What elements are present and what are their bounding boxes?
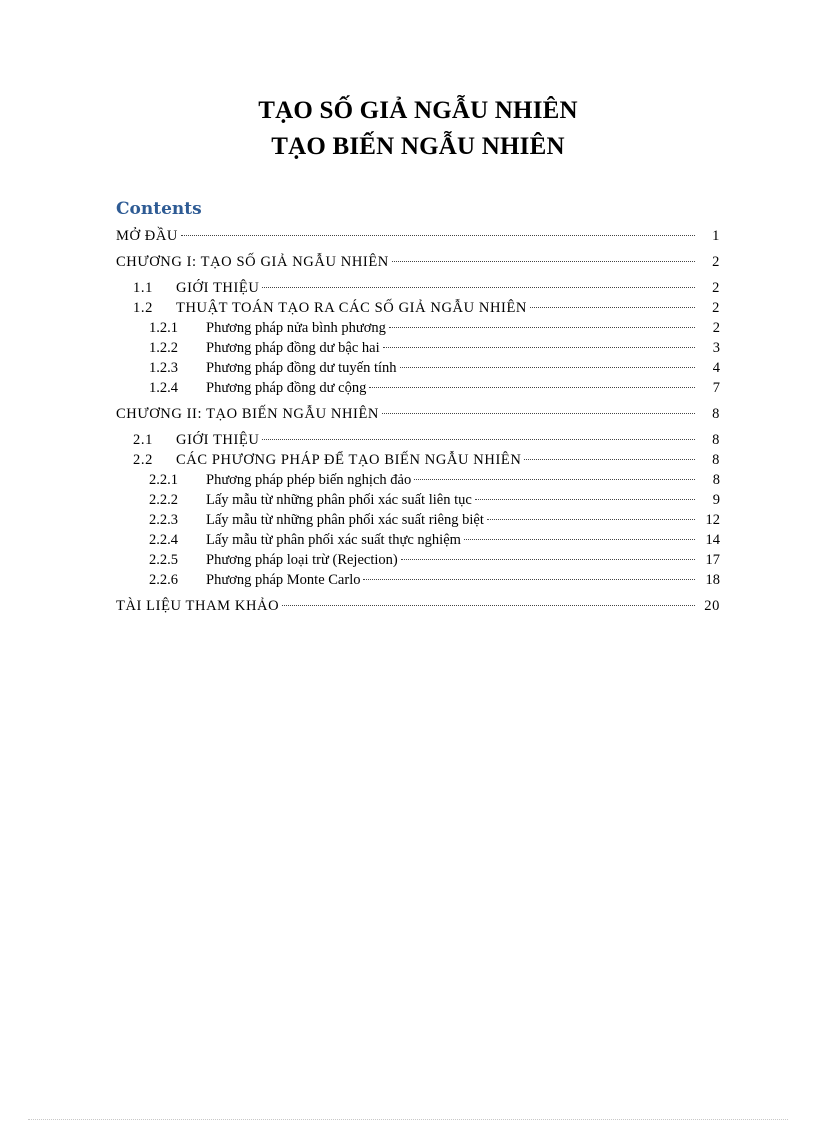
- toc-entry-number: 2.1: [133, 432, 153, 448]
- toc-entry-label: GIỚI THIỆU: [176, 432, 260, 448]
- toc-entry[interactable]: [116, 470, 720, 490]
- toc-entry[interactable]: [116, 430, 720, 450]
- toc-entry-label: CÁC PHƯƠNG PHÁP ĐỂ TẠO BIẾN NGẪU NHIÊN: [176, 452, 522, 468]
- title-line-1: TẠO SỐ GIẢ NGẪU NHIÊN: [258, 97, 578, 124]
- toc-entry-number: 1.2.1: [149, 320, 178, 336]
- toc-dot-leader: [414, 479, 695, 480]
- toc-entry-number: 2.2.5: [149, 552, 178, 568]
- toc-entry[interactable]: [116, 450, 720, 470]
- toc-entry-page: 9: [712, 492, 720, 508]
- toc-entry[interactable]: [116, 378, 720, 398]
- toc-entry-label: Phương pháp đồng dư bậc hai: [206, 340, 380, 356]
- toc-entry-label: Phương pháp nửa bình phương: [206, 320, 386, 336]
- toc-entry[interactable]: [116, 358, 720, 378]
- toc-entry-label: Lấy mẫu từ những phân phối xác suất liên tục: [206, 492, 472, 508]
- toc-dot-leader: [262, 287, 695, 288]
- toc-dot-leader: [389, 327, 695, 328]
- toc-entry-label: Phương pháp đồng dư tuyến tính: [206, 360, 397, 376]
- toc-dot-leader: [464, 539, 695, 540]
- toc-entry-page: 7: [712, 380, 720, 396]
- toc-entry[interactable]: [116, 510, 720, 530]
- toc-entry-number: 1.2.3: [149, 360, 178, 376]
- toc-entry[interactable]: [116, 226, 720, 246]
- toc-entry-page: 14: [705, 532, 720, 548]
- toc-entry[interactable]: [116, 298, 720, 318]
- toc-dot-leader: [181, 235, 695, 236]
- toc-entry-page: 4: [712, 360, 720, 376]
- toc-entry-number: 2.2.4: [149, 532, 178, 548]
- toc-entry-page: 2: [712, 320, 720, 336]
- toc-entry-page: 2: [712, 300, 720, 316]
- title-line-2: TẠO BIẾN NGẪU NHIÊN: [271, 133, 565, 160]
- toc-entry[interactable]: [116, 278, 720, 298]
- toc-dot-leader: [363, 579, 695, 580]
- toc-entry-label: Phương pháp đồng dư cộng: [206, 380, 367, 396]
- toc-entry-page: 8: [712, 472, 720, 488]
- toc-entry-label: GIỚI THIỆU: [176, 280, 260, 296]
- toc-entry-number: 2.2.1: [149, 472, 178, 488]
- toc-dot-leader: [487, 519, 695, 520]
- toc-dot-leader: [382, 413, 695, 414]
- toc-entry-page: 2: [712, 254, 720, 270]
- toc-entry-number: 1.2.4: [149, 380, 178, 396]
- toc-entry-label: Phương pháp loại trừ (Rejection): [206, 552, 398, 568]
- toc-entry-label: CHƯƠNG II: TẠO BIẾN NGẪU NHIÊN: [116, 406, 379, 422]
- toc-entry[interactable]: [116, 550, 720, 570]
- toc-dot-leader: [530, 307, 695, 308]
- toc-dot-leader: [369, 387, 695, 388]
- toc-dot-leader: [282, 605, 695, 606]
- toc-entry-label: MỞ ĐẦU: [116, 228, 179, 244]
- toc-entry[interactable]: [116, 252, 720, 272]
- toc-dot-leader: [524, 459, 695, 460]
- page-bottom-divider: [28, 1119, 788, 1120]
- toc-entry-page: 8: [712, 452, 720, 468]
- table-of-contents: [116, 226, 720, 616]
- toc-entry-page: 18: [705, 572, 720, 588]
- toc-entry[interactable]: [116, 530, 720, 550]
- toc-entry-page: 20: [704, 598, 720, 614]
- toc-entry-number: 2.2.2: [149, 492, 178, 508]
- toc-entry[interactable]: [116, 490, 720, 510]
- toc-entry-label: Lấy mẫu từ những phân phối xác suất riêng biệt: [206, 512, 484, 528]
- toc-entry-page: 2: [712, 280, 720, 296]
- toc-entry-number: 1.2: [133, 300, 153, 316]
- toc-entry[interactable]: [116, 318, 720, 338]
- toc-entry-page: 1: [712, 228, 720, 244]
- toc-entry[interactable]: [116, 596, 720, 616]
- toc-entry-page: 8: [712, 432, 720, 448]
- toc-entry-label: Lấy mẫu từ phân phối xác suất thực nghiệm: [206, 532, 461, 548]
- toc-entry-page: 3: [712, 340, 720, 356]
- toc-entry-label: Phương pháp Monte Carlo: [206, 572, 361, 588]
- toc-entry-number: 1.2.2: [149, 340, 178, 356]
- toc-entry-label: Phương pháp phép biến nghịch đảo: [206, 472, 412, 488]
- toc-entry-number: 2.2.3: [149, 512, 178, 528]
- toc-entry-page: 17: [705, 552, 720, 568]
- toc-dot-leader: [475, 499, 695, 500]
- toc-entry-page: 8: [712, 406, 720, 422]
- toc-dot-leader: [262, 439, 695, 440]
- toc-entry[interactable]: [116, 404, 720, 424]
- toc-entry[interactable]: [116, 338, 720, 358]
- toc-entry-label: THUẬT TOÁN TẠO RA CÁC SỐ GIẢ NGẪU NHIÊN: [176, 300, 528, 316]
- toc-entry-number: 2.2: [133, 452, 153, 468]
- toc-entry-label: CHƯƠNG I: TẠO SỐ GIẢ NGẪU NHIÊN: [116, 254, 389, 270]
- toc-dot-leader: [401, 559, 695, 560]
- toc-dot-leader: [392, 261, 695, 262]
- toc-entry-page: 12: [705, 512, 720, 528]
- toc-dot-leader: [400, 367, 695, 368]
- toc-entry-number: 1.1: [133, 280, 153, 296]
- toc-entry-label: TÀI LIỆU THAM KHẢO: [116, 598, 280, 614]
- contents-heading: Contents: [116, 199, 202, 219]
- toc-dot-leader: [383, 347, 695, 348]
- toc-entry[interactable]: [116, 570, 720, 590]
- document-title: [0, 93, 816, 165]
- toc-entry-number: 2.2.6: [149, 572, 178, 588]
